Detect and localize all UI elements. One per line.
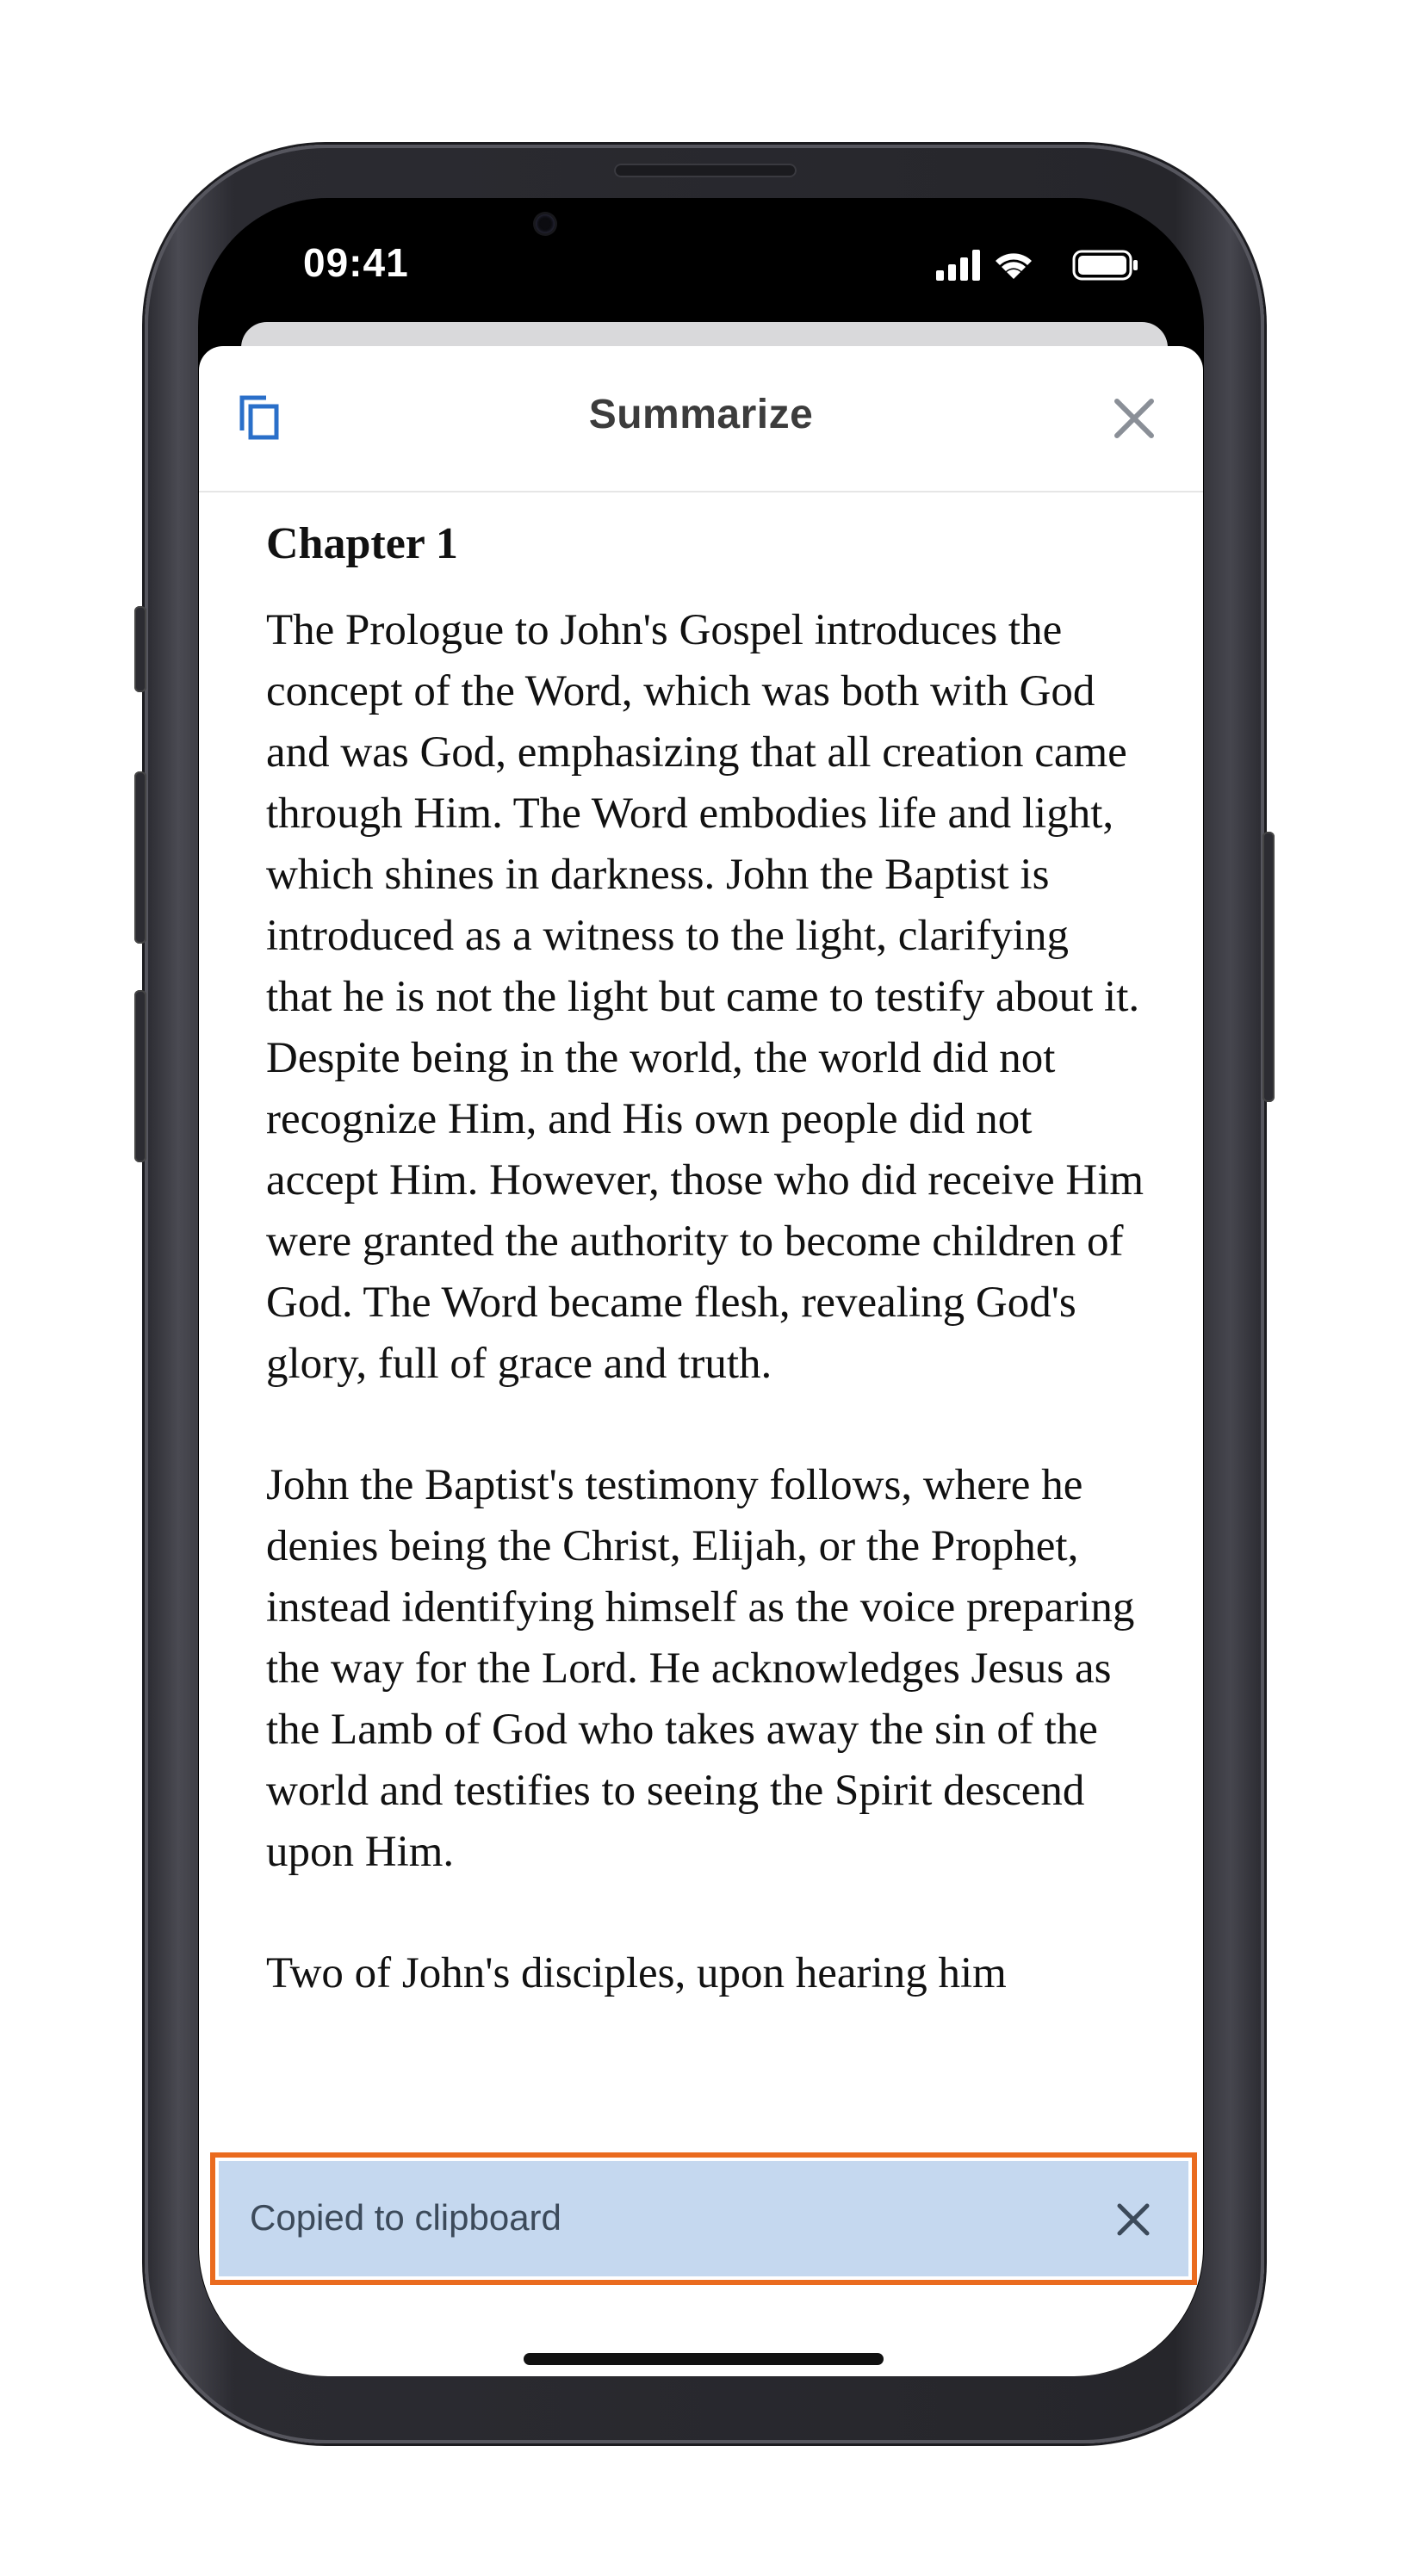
earpiece xyxy=(614,164,797,177)
summary-paragraph: Two of John's disciples, upon hearing him xyxy=(266,1949,1007,1997)
wifi-icon xyxy=(996,253,1032,279)
status-icons xyxy=(934,248,1141,282)
toast-dismiss-button[interactable] xyxy=(1114,2201,1152,2239)
close-icon xyxy=(1110,394,1158,443)
summary-sheet xyxy=(199,346,1203,2376)
cellular-signal-icon xyxy=(934,248,1141,282)
sheet-title: Summarize xyxy=(588,392,814,437)
sheet-header xyxy=(199,346,1203,492)
front-camera xyxy=(536,214,555,233)
summary-paragraph: The Prologue to John's Gospel introduces the concept of the Word, which was both with God and was God, emphasizing that all creation came through Him. The Word embodies life and light, which shines in darkness. John the Baptist is introduced as a witness to the light, clarifying that he is not the light but came to testify about it. Despite being in the world, the world did not recognize Him, and His own people did not accept Him. However, those who did receive Him were granted the authority to become children of God. The Word became flesh, revealing God's glory, full of grace and truth. xyxy=(266,606,1145,1388)
summary-paragraph: John the Baptist's testimony follows, where he denies being the Christ, Elijah, or the Prophet, instead identifying himself as the voice preparing the way for the Lord. He acknowledges Jesus as the Lamb of God who takes away the sin of the world and testifies to seeing the Spirit descend upon Him. xyxy=(266,1461,1135,1876)
close-icon xyxy=(1114,2201,1152,2239)
status-time: 09:41 xyxy=(303,240,409,285)
chapter-heading: Chapter 1 xyxy=(266,519,458,568)
power-button xyxy=(1262,832,1275,1102)
volume-down-button xyxy=(134,990,146,1162)
summary-content xyxy=(266,518,1145,2240)
home-indicator[interactable] xyxy=(524,2353,884,2365)
clipboard-toast xyxy=(219,2161,1188,2276)
close-button[interactable] xyxy=(1110,394,1158,443)
battery-icon xyxy=(1074,251,1138,279)
volume-up-button xyxy=(134,771,146,944)
action-button xyxy=(134,606,146,692)
toast-message: Copied to clipboard xyxy=(250,2197,561,2238)
